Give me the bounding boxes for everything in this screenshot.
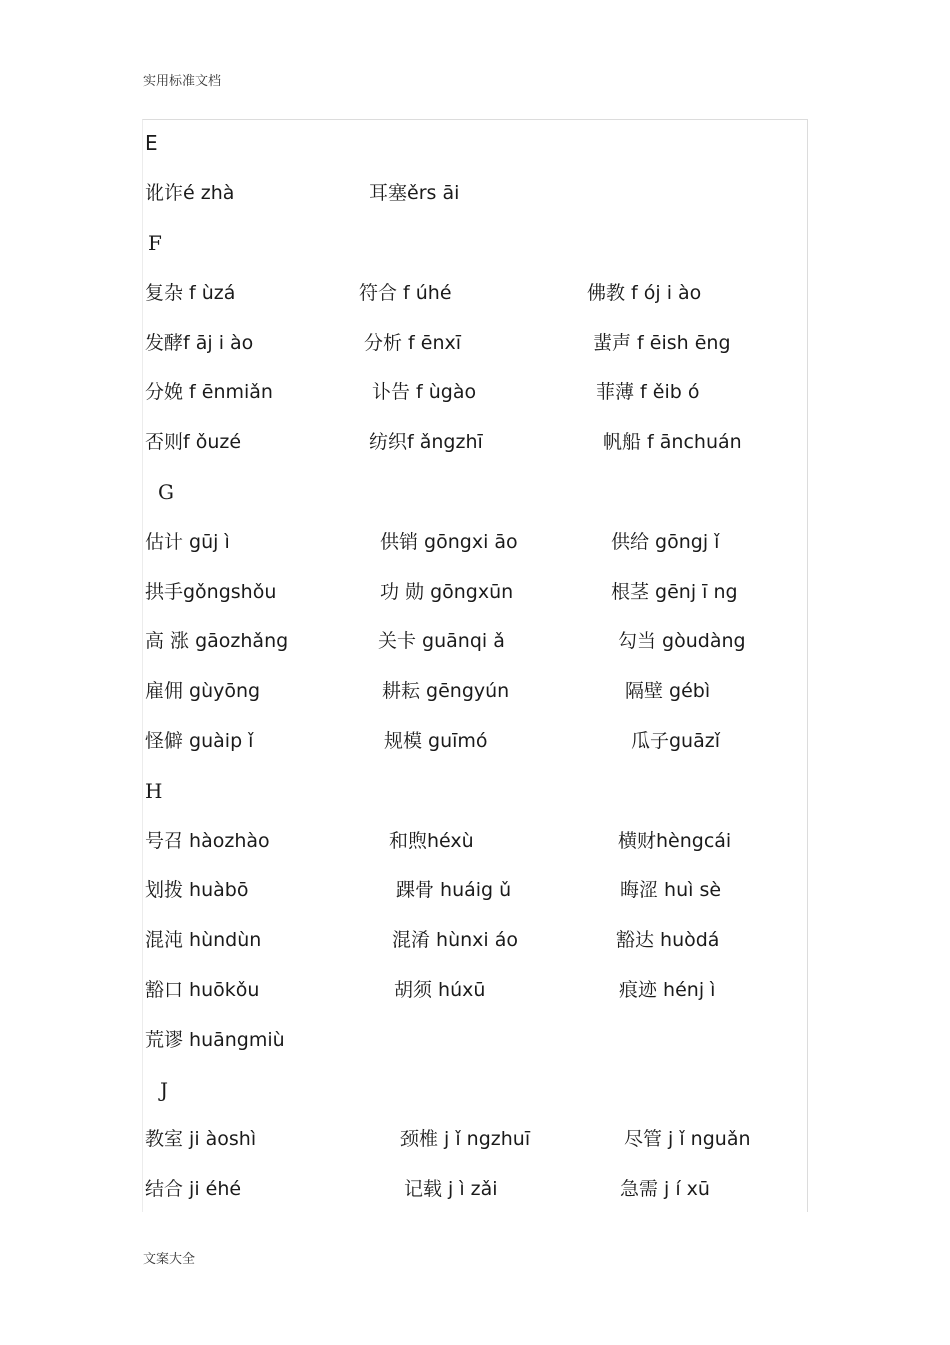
word-entry: 供销 gōngxi āo: [380, 531, 518, 553]
word-row: [143, 180, 807, 230]
word-entry: 怪僻 guàip ǐ: [145, 730, 254, 752]
word-entry: 结合 ji éhé: [145, 1178, 242, 1200]
word-entry: 分析 f ēnxī: [364, 332, 462, 354]
page-header: 实用标准文档: [143, 74, 222, 89]
word-entry: 否则f ǒuzé: [145, 431, 242, 453]
word-row: [143, 330, 807, 380]
word-row: [143, 877, 807, 927]
word-entry: 讣告 f ùgào: [372, 381, 477, 403]
word-row: [143, 977, 807, 1027]
section-letter: J: [160, 1078, 169, 1102]
word-entry: 分娩 f ēnmiǎn: [145, 381, 273, 403]
word-entry: 瓜子guāzǐ: [631, 730, 720, 752]
document-frame: [142, 119, 808, 1212]
word-entry: 估计 gūj ì: [145, 531, 230, 553]
word-entry: 和煦héxù: [389, 830, 474, 852]
word-entry: 蜚声 f ēish ēng: [593, 332, 731, 354]
word-entry: 颈椎 j ǐ ngzhuī: [400, 1128, 531, 1150]
word-entry: 荒谬 huāngmiù: [145, 1029, 285, 1051]
word-entry: 号召 hàozhào: [145, 830, 270, 852]
word-entry: 混沌 hùndùn: [145, 929, 262, 951]
section-heading-g: [143, 479, 807, 529]
word-row: [143, 1027, 807, 1077]
word-entry: 耳塞ěrs āi: [369, 182, 460, 204]
word-entry: 关卡 guānqi ǎ: [378, 630, 505, 652]
word-entry: 复杂 f ùzá: [145, 282, 236, 304]
word-entry: 纺织f ǎngzhī: [369, 431, 483, 453]
word-row: [143, 927, 807, 977]
word-row: [143, 828, 807, 878]
word-row: [143, 579, 807, 629]
word-entry: 耕耘 gēngyún: [382, 680, 510, 702]
word-entry: 根茎 gēnj ī ng: [611, 581, 738, 603]
word-entry: 混淆 hùnxi áo: [392, 929, 518, 951]
word-entry: 功 勋 gōngxūn: [380, 581, 514, 603]
word-entry: 帆船 f ānchuán: [603, 431, 742, 453]
word-row: [143, 529, 807, 579]
word-row: [143, 1176, 807, 1226]
word-entry: 急需 j í xū: [620, 1178, 710, 1200]
word-entry: 拱手gǒngshǒu: [145, 581, 277, 603]
word-entry: 符合 f úhé: [359, 282, 452, 304]
word-entry: 佛教 f ój i ào: [587, 282, 702, 304]
page-footer: 文案大全: [143, 1252, 196, 1267]
word-entry: 高 涨 gāozhǎng: [145, 630, 289, 652]
section-letter: E: [145, 131, 158, 155]
word-entry: 讹诈é zhà: [145, 182, 235, 204]
section-heading-f: [143, 230, 807, 280]
section-heading-e: [143, 130, 807, 180]
word-entry: 痕迹 hénj ì: [619, 979, 716, 1001]
word-entry: 踝骨 huáig ǔ: [396, 879, 512, 901]
word-entry: 横财hèngcái: [618, 830, 732, 852]
word-row: [143, 728, 807, 778]
word-entry: 豁口 huōkǒu: [145, 979, 260, 1001]
section-heading-j: [143, 1077, 807, 1127]
word-entry: 胡须 húxū: [394, 979, 486, 1001]
word-entry: 发酵f āj i ào: [145, 332, 254, 354]
word-entry: 勾当 gòudàng: [618, 630, 746, 652]
word-entry: 记载 j ì zǎi: [404, 1178, 498, 1200]
word-entry: 规模 guīmó: [384, 730, 488, 752]
word-row: [143, 379, 807, 429]
word-entry: 尽管 j ǐ nguǎn: [624, 1128, 751, 1150]
section-heading-h: [143, 778, 807, 828]
word-row: [143, 280, 807, 330]
section-letter: G: [158, 480, 174, 504]
word-entry: 供给 gōngj ǐ: [611, 531, 720, 553]
word-entry: 菲薄 f ěib ó: [596, 381, 700, 403]
word-entry: 划拨 huàbō: [145, 879, 249, 901]
word-row: [143, 1126, 807, 1176]
word-row: [143, 628, 807, 678]
word-entry: 隔壁 gébì: [625, 680, 711, 702]
word-entry: 教室 ji àoshì: [145, 1128, 257, 1150]
word-entry: 豁达 huòdá: [616, 929, 720, 951]
word-entry: 雇佣 gùyōng: [145, 680, 261, 702]
word-entry: 晦涩 huì sè: [620, 879, 722, 901]
section-letter: F: [148, 231, 162, 255]
word-row: [143, 429, 807, 479]
section-letter: H: [145, 779, 163, 803]
word-row: [143, 678, 807, 728]
